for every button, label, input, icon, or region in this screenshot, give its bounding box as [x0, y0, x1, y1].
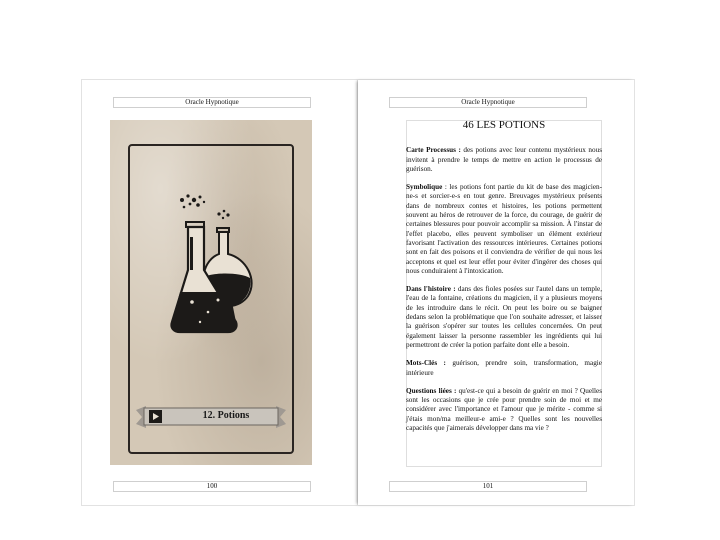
section-text: : les potions font partie du kit de base des magicien-ne-s et sorcier-e-s en tout genre. Breuvages mystérieux présents dans de nombreux contes et histoires, les potions permettent souvent au héros de retrouver de la force, du courage, de guérir de certaines blessures pour pouvoir accomplir sa mission. À l'instar de l'effet placebo, elles peuvent symboliser un élément extérieur favorisant l'activation des ressources intérieures. Certaines potions sont en fait des poisons et il conviendra de vérifier de qui nous les acceptons et quel est leur effet pour éviter d'ingérer des choses qui nous conduiraient à l'intoxication. — [406, 183, 602, 275]
left-page — [82, 80, 358, 505]
text-column — [406, 120, 602, 442]
section-label: Questions liées : — [406, 386, 457, 395]
oracle-card — [110, 120, 312, 465]
section-carte-processus — [406, 146, 602, 174]
section-mots-cles — [406, 359, 602, 378]
right-page-header: Oracle Hypnotique — [389, 97, 587, 108]
section-text: dans des fioles posées sur l'autel dans un temple, l'eau de la fontaine, créations du magicien, il y a plusieurs moyens de les introduire dans le récit. On peut les boire ou se baigner dedans selon la problématique que l'on souhaite adresser, et laisser la guérison s'opérer sur toutes les cellules concernées. On peut également laisser la personne rassembler les ingrédients qui lui permettront de créer la potion parfaite dont elle a besoin. — [406, 285, 602, 349]
section-label: Carte Processus : — [406, 146, 461, 155]
chapter-title: 46 LES POTIONS — [462, 119, 546, 131]
potion-flasks-icon — [170, 192, 270, 342]
left-page-header: Oracle Hypnotique — [113, 97, 311, 108]
section-dans-histoire — [406, 285, 602, 350]
section-text: des potions avec leur contenu mystérieux nous invitent à prendre le temps de mettre en action le processus de guérison. — [406, 146, 603, 173]
section-text: guérison, prendre soin, transformation, magie intérieure — [406, 359, 602, 377]
left-page-number: 100 — [113, 481, 311, 492]
section-label: Mots-Clés : — [406, 359, 446, 368]
section-text: qu'est-ce qui a besoin de guérir en moi ? Quelles sont les occasions que je crée pour prendre soin de moi et me considérer avec l'importance et l'amour que je mérite - comme si j'étais mon/ma meilleur-e ami-e ? Quelles sont les nouvelles capacités que j'aimerais développer dans ma vie ? — [406, 386, 602, 433]
right-page — [358, 80, 634, 505]
right-page-number: 101 — [389, 481, 587, 492]
card-title-banner — [136, 406, 286, 428]
section-label: Dans l'histoire : — [406, 285, 456, 294]
section-symbolique — [406, 183, 602, 276]
card-title: 12. Potions — [202, 410, 250, 421]
section-questions-liees — [406, 387, 602, 433]
section-label: Symbolique — [406, 183, 443, 192]
